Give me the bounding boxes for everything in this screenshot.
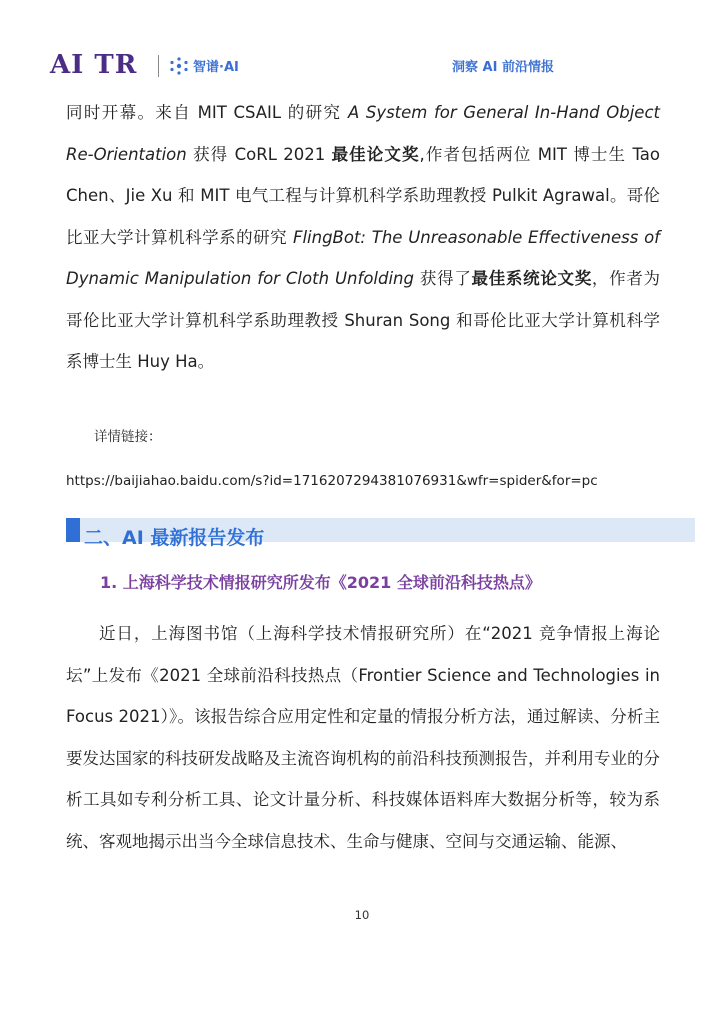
body-paragraph-1 — [66, 92, 660, 383]
subsection-title: 1. 上海科学技术情报研究所发布《2021 全球前沿科技热点》 — [100, 573, 541, 592]
zhipu-logo-text: 智谱·AI — [193, 60, 239, 75]
zhipu-logo-icon — [168, 56, 190, 76]
best-system-paper-award: 最佳系统论文奖 — [471, 269, 592, 288]
p1-text-9: ，作者为哥伦比亚大学计算机科学系助理教授 Shuran Song 和哥伦比亚大学计算机科学系博士生 Huy Ha。 — [66, 269, 661, 371]
section-title: 二、AI 最新报告发布 — [84, 527, 265, 549]
body-paragraph-2: 近日，上海图书馆（上海科学技术情报研究所）在“2021 竞争情报上海论坛”上发布《2021 全球前沿科技热点（Frontier Science and Technologies in Focus 2021）》。该报告综合应用定性和定量的情报分析方法，通过解读、分析主要发达国家的科技研发战略及主流咨询机构的前沿科技预测报告，并利用专业的分析工具如专利分析工具、论文计量分析、科技媒体语料库大数据分析等，较为系统、客观地揭示出当今全球信息技术、生命与健康、空间与交通运输、能源、 — [66, 624, 660, 851]
page-number: 10 — [354, 908, 370, 922]
p1-text-1: 同时开幕。来自 MIT CSAIL 的研究 — [66, 103, 348, 122]
p1-text-3: 获得 CoRL 2021 — [186, 144, 332, 164]
paper-title-2: FlingBot: The Unreasonable Effectiveness of Dynamic Manipulation for Cloth Unfolding — [66, 227, 660, 288]
aitr-logo: AI TR — [50, 50, 138, 80]
section-heading-marker — [66, 518, 80, 542]
p1-text-5: ,作者包括两位 MIT 博士生 Tao Chen、Jie Xu 和 MIT 电气工程与计算机科学系助理教授 Pulkit Agrawal。哥伦比亚大学计算机科学系的研究 — [66, 144, 661, 247]
detail-link-label: 详情链接： — [94, 429, 162, 445]
header-tagline: 洞察 AI 前沿情报 — [452, 60, 554, 75]
paper-title-1: A System for General In-Hand Object Re-Orientation — [66, 103, 661, 164]
p1-text-7: 获得了 — [413, 269, 472, 288]
detail-link-url[interactable]: https://baijiahao.baidu.com/s?id=1716207294381076931&wfr=spider&for=pc — [66, 473, 598, 489]
page-header — [0, 0, 724, 90]
logo-divider — [158, 55, 159, 77]
best-paper-award: 最佳论文奖 — [331, 144, 420, 164]
